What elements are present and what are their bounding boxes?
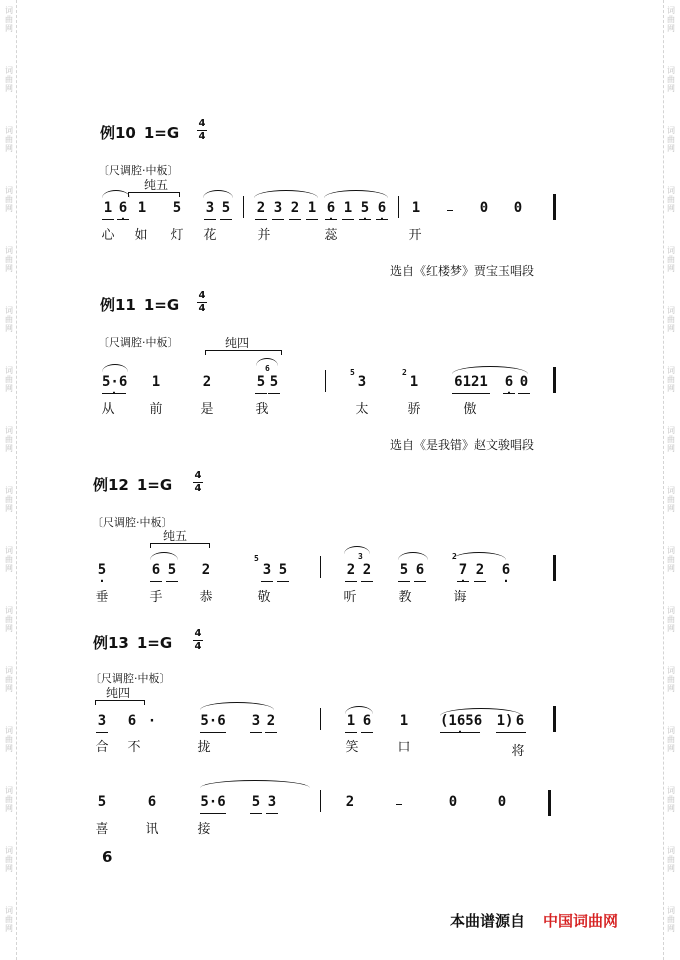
- watermark-glyph-group: 词 曲 网: [667, 726, 675, 753]
- watermark-glyph-group: 词 曲 网: [5, 786, 13, 813]
- barline: [320, 708, 321, 730]
- slur: [200, 702, 274, 710]
- watermark-glyph-group: 词 曲 网: [5, 486, 13, 513]
- note: 2: [201, 562, 211, 578]
- note: · (1656: [440, 713, 480, 729]
- note: 2: [256, 200, 266, 216]
- note: 2: [290, 200, 300, 216]
- note: 5: [221, 200, 231, 216]
- lyric: 敬: [257, 590, 271, 605]
- note: 3: [357, 374, 367, 390]
- lyric: 不: [127, 740, 141, 755]
- grace-note: 2: [452, 552, 457, 561]
- slur: [102, 364, 128, 372]
- watermark-glyph-group: 词 曲 网: [5, 306, 13, 333]
- grace-note: 5: [350, 368, 355, 377]
- sustain-dash: [396, 804, 402, 805]
- lyric: 蕊: [324, 228, 338, 243]
- grace-note: 5: [254, 554, 259, 563]
- lyric: 喜: [95, 822, 109, 837]
- lyric: 开: [408, 228, 422, 243]
- interval-label: 纯四: [106, 686, 131, 700]
- lyric: 手: [149, 590, 163, 605]
- note: 5: [172, 200, 182, 216]
- lyric: 骄: [407, 402, 421, 417]
- slur: [344, 546, 370, 554]
- note: 6: [415, 562, 425, 578]
- note: 6: [515, 713, 525, 729]
- lyric: 教: [398, 590, 412, 605]
- slur: [150, 552, 178, 560]
- note: 5·6: [200, 713, 226, 729]
- example-title: 例10 1=G: [100, 124, 180, 142]
- slur: [102, 190, 130, 198]
- watermark-glyph-group: 词 曲 网: [5, 606, 13, 633]
- note: · 5·6: [102, 374, 126, 390]
- time-signature: 4 4: [198, 290, 206, 314]
- watermark-glyph-group: 词 曲 网: [5, 546, 13, 573]
- note: 0: [497, 794, 507, 810]
- note: 2: [345, 794, 355, 810]
- note: 1: [307, 200, 317, 216]
- lyric: 前: [149, 402, 163, 417]
- note: 1: [137, 200, 147, 216]
- lyric: 太: [355, 402, 369, 417]
- interval-bracket: [150, 543, 210, 548]
- lyric: 接: [197, 822, 211, 837]
- tempo-marking: 〔尺调腔·中板〕: [92, 516, 173, 529]
- note: 1: [409, 374, 419, 390]
- watermark-glyph-group: 词 曲 网: [5, 726, 13, 753]
- slur: [452, 552, 506, 560]
- note: 0: [513, 200, 523, 216]
- final-barline: [548, 790, 551, 816]
- note: 1: [151, 374, 161, 390]
- grace-note: 6: [265, 364, 270, 373]
- slur: [324, 190, 388, 198]
- footer-credit: [450, 910, 618, 931]
- note: 5: [167, 562, 177, 578]
- note: · 5: [359, 200, 371, 216]
- lyric: 将: [511, 744, 525, 759]
- lyric: 垂: [95, 590, 109, 605]
- interval-bracket: [205, 350, 282, 355]
- note: 0: [519, 374, 529, 390]
- watermark-glyph-group: 词 曲 网: [667, 846, 675, 873]
- example-title: 例13 1=G: [93, 634, 173, 652]
- lyric: 诲: [453, 590, 467, 605]
- grace-note: 3: [358, 552, 363, 561]
- tempo-marking: 〔尺调腔·中板〕: [98, 164, 179, 177]
- barline: [398, 196, 399, 218]
- lyric: 从: [101, 402, 115, 417]
- barline: [320, 556, 321, 578]
- time-signature: 4 4: [194, 628, 202, 652]
- note: 2: [362, 562, 372, 578]
- footer-text: 本曲谱源自: [450, 912, 526, 930]
- lyric: 傲: [463, 402, 477, 417]
- watermark-glyph-group: 词 曲 网: [5, 66, 13, 93]
- interval-label: 纯四: [225, 336, 250, 350]
- note: 3: [262, 562, 272, 578]
- note: 5: [251, 794, 261, 810]
- note: 1): [496, 713, 514, 729]
- lyric: 口: [397, 740, 411, 755]
- lyric: 恭: [199, 590, 213, 605]
- watermark-glyph-group: 词 曲 网: [667, 246, 675, 273]
- lyric: 拢: [197, 740, 211, 755]
- page-number: 6: [102, 848, 113, 866]
- example-title: 例11 1=G: [100, 296, 180, 314]
- note: 5: [269, 374, 279, 390]
- barline: [243, 196, 244, 218]
- note: 2: [202, 374, 212, 390]
- lyric: 讯: [145, 822, 159, 837]
- interval-label: 纯五: [163, 529, 188, 543]
- watermark-glyph-group: 词 曲 网: [667, 666, 675, 693]
- note: 2: [266, 713, 276, 729]
- interval-bracket: [95, 700, 145, 705]
- watermark-glyph-group: 词 曲 网: [667, 66, 675, 93]
- note: · 6: [503, 374, 515, 390]
- watermark-glyph-group: 词 曲 网: [667, 126, 675, 153]
- note: 1: [343, 200, 353, 216]
- slur: [452, 366, 528, 374]
- watermark-glyph-group: 词 曲 网: [667, 786, 675, 813]
- note: 0: [448, 794, 458, 810]
- note: 3: [251, 713, 261, 729]
- lyric: 并: [257, 228, 271, 243]
- note: 6: [362, 713, 372, 729]
- final-barline: [553, 706, 556, 732]
- watermark-glyph-group: 词 曲 网: [5, 426, 13, 453]
- watermark-glyph-group: 词 曲 网: [5, 126, 13, 153]
- sustain-dash: [447, 210, 453, 211]
- note: 1: [399, 713, 409, 729]
- lyric: 花: [203, 228, 217, 243]
- note: 2: [346, 562, 356, 578]
- watermark-glyph-group: 词 曲 网: [5, 246, 13, 273]
- note: 1: [411, 200, 421, 216]
- note: 6: [127, 713, 137, 729]
- note: · 6: [325, 200, 337, 216]
- interval-bracket: [128, 192, 180, 197]
- lyric: 我: [255, 402, 269, 417]
- time-signature: 4 4: [194, 470, 202, 494]
- lyric: 灯: [170, 228, 184, 243]
- note: 6121: [452, 374, 490, 390]
- note: 6: [147, 794, 157, 810]
- time-signature: 4 4: [198, 118, 206, 142]
- source-citation: 选自《红楼梦》贾宝玉唱段: [390, 264, 535, 278]
- note: 3: [205, 200, 215, 216]
- example-title: 例12 1=G: [93, 476, 173, 494]
- watermark-glyph-group: 词 曲 网: [667, 426, 675, 453]
- note: · 6: [376, 200, 388, 216]
- barline: [325, 370, 326, 392]
- note: 3: [273, 200, 283, 216]
- watermark-glyph-group: 词 曲 网: [667, 6, 675, 33]
- lyric: 心: [101, 228, 115, 243]
- note: ·: [147, 713, 157, 729]
- watermark-glyph-group: 词 曲 网: [667, 306, 675, 333]
- note: 5·6: [200, 794, 226, 810]
- note: 5: [256, 374, 266, 390]
- note: 5: [278, 562, 288, 578]
- watermark-glyph-group: 词 曲 网: [5, 906, 13, 933]
- final-barline: [553, 555, 556, 581]
- watermark-glyph-group: 词 曲 网: [667, 486, 675, 513]
- tempo-marking: 〔尺调腔·中板〕: [98, 336, 179, 349]
- lyric: 是: [200, 402, 214, 417]
- watermark-glyph-group: 词 曲 网: [5, 186, 13, 213]
- slur: [254, 190, 318, 198]
- note: · 7: [457, 562, 469, 578]
- note: 6: [151, 562, 161, 578]
- interval-label: 纯五: [144, 178, 169, 192]
- watermark-glyph-group: 词 曲 网: [5, 6, 13, 33]
- watermark-glyph-group: 词 曲 网: [5, 366, 13, 393]
- note: 5: [97, 794, 107, 810]
- note: · 6: [500, 562, 512, 578]
- lyric: 合: [95, 740, 109, 755]
- source-citation: 选自《是我错》赵文骏唱段: [390, 438, 535, 452]
- note: · 5: [96, 562, 108, 578]
- watermark-glyph-group: 词 曲 网: [667, 546, 675, 573]
- note: 1: [103, 200, 113, 216]
- watermark-glyph-group: 词 曲 网: [667, 606, 675, 633]
- watermark-glyph-group: 词 曲 网: [667, 366, 675, 393]
- final-barline: [553, 194, 556, 220]
- barline: [320, 790, 321, 812]
- note: 5: [399, 562, 409, 578]
- slur: [398, 552, 428, 560]
- tempo-marking: 〔尺调腔·中板〕: [90, 672, 171, 685]
- note: 1: [346, 713, 356, 729]
- note: 2: [475, 562, 485, 578]
- watermark-glyph-group: 词 曲 网: [5, 846, 13, 873]
- watermark-glyph-group: 词 曲 网: [667, 186, 675, 213]
- watermark-glyph-group: 词 曲 网: [667, 906, 675, 933]
- note: 0: [479, 200, 489, 216]
- grace-note: 2: [402, 368, 407, 377]
- note: 3: [97, 713, 107, 729]
- watermark-glyph-group: 词 曲 网: [5, 666, 13, 693]
- note: · 6: [117, 200, 129, 216]
- slur: [203, 190, 233, 198]
- lyric: 笑: [345, 740, 359, 755]
- footer-brand-link[interactable]: 中国词曲网: [543, 912, 619, 930]
- final-barline: [553, 367, 556, 393]
- note: 3: [267, 794, 277, 810]
- lyric: 听: [343, 590, 357, 605]
- lyric: 如: [134, 228, 148, 243]
- slur: [200, 780, 310, 788]
